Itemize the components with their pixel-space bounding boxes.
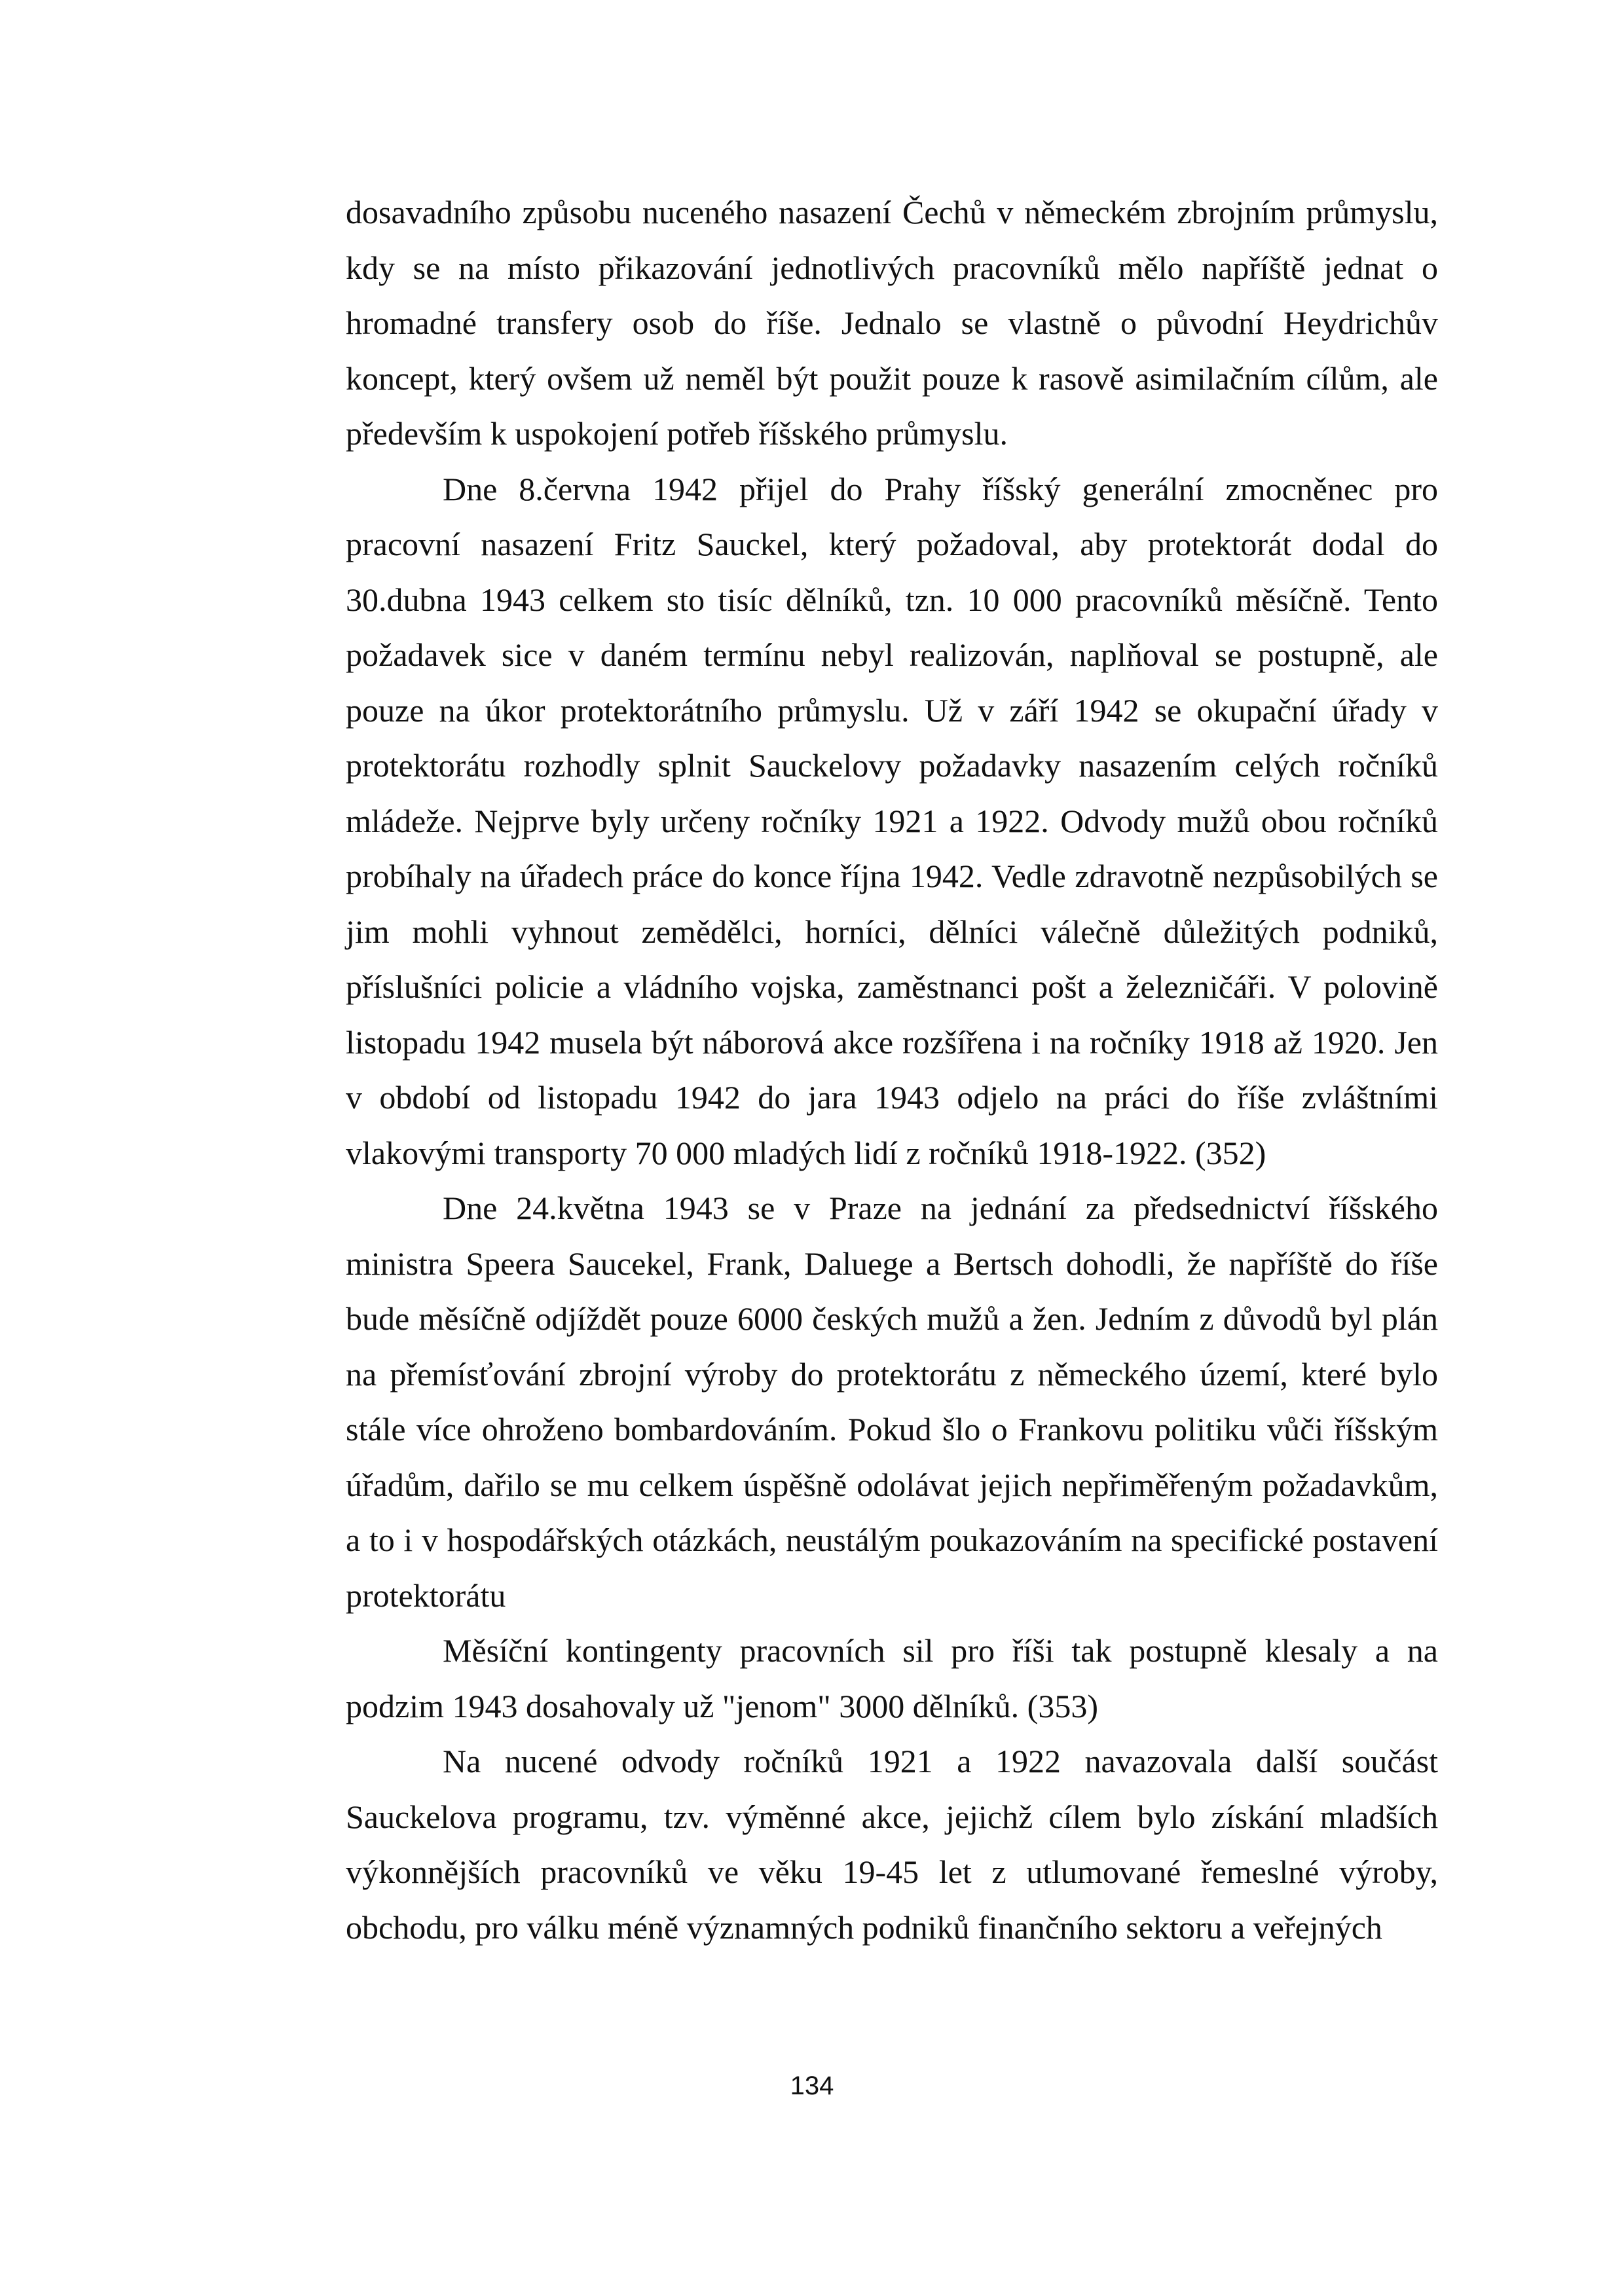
paragraph-3: Dne 24.května 1943 se v Praze na jednání za předsednictví říšského ministra Speera Saucekel, Frank, Daluege a Bertsch dohodli, že napříště do říše bude měsíčně odjíždět pouze 6000 českých mužů a žen. Jedním z důvodů byl plán na přemísťování zbrojní výroby do protektorátu z německého území, které bylo stále více ohroženo bombardováním. Pokud šlo o Frankovu politiku vůči říšským úřadům, dařilo se mu celkem úspěšně odolávat jejich nepřiměřeným požadavkům, a to i v hospodářských otázkách, neustálým poukazováním na specifické postavení protektorátu [346,1190,1438,1614]
body-text [346,185,1438,1955]
paragraph-4: Měsíční kontingenty pracovních sil pro říši tak postupně klesaly a na podzim 1943 dosahovaly už "jenom" 3000 dělníků. (353) [346,1632,1438,1724]
paragraph-5: Na nucené odvody ročníků 1921 a 1922 navazovala další součást Sauckelova programu, tzv. výměnné akce, jejichž cílem bylo získání mladších výkonnějších pracovníků ve věku 19-45 let z utlumované řemeslné výroby, obchodu, pro válku méně významných podniků finančního sektoru a veřejných [346,1743,1438,1946]
paragraph-2: Dne 8.června 1942 přijel do Prahy říšský generální zmocněnec pro pracovní nasazení Fritz Sauckel, který požadoval, aby protektorát dodal do 30.dubna 1943 celkem sto tisíc dělníků, tzn. 10 000 pracovníků měsíčně. Tento požadavek sice v daném termínu nebyl realizován, naplňoval se postupně, ale pouze na úkor protektorátního průmyslu. Už v září 1942 se okupační úřady v protektorátu rozhodly splnit Sauckelovy požadavky nasazením celých ročníků mládeže. Nejprve byly určeny ročníky 1921 a 1922. Odvody mužů obou ročníků probíhaly na úřadech práce do konce října 1942. Vedle zdravotně nezpůsobilých se jim mohli vyhnout zemědělci, horníci, dělníci válečně důležitých podniků, příslušníci policie a vládního vojska, zaměstnanci pošt a železničáři. V polovině listopadu 1942 musela být náborová akce rozšířena i na ročníky 1918 až 1920. Jen v období od listopadu 1942 do jara 1943 odjelo na práci do říše zvláštními vlakovými transporty 70 000 mladých lidí z ročníků 1918-1922. (352) [346,470,1438,1171]
page-number: 134 [790,2071,834,2100]
paragraph-1: dosavadního způsobu nuceného nasazení Čechů v německém zbrojním průmyslu, kdy se na místo přikazování jednotlivých pracovníků mělo napříště jednat o hromadné transfery osob do říše. Jednalo se vlastně o původní Heydrichův koncept, který ovšem už neměl být použit pouze k rasově asimilačním cílům, ale především k uspokojení potřeb říšského průmyslu. [346,194,1438,452]
